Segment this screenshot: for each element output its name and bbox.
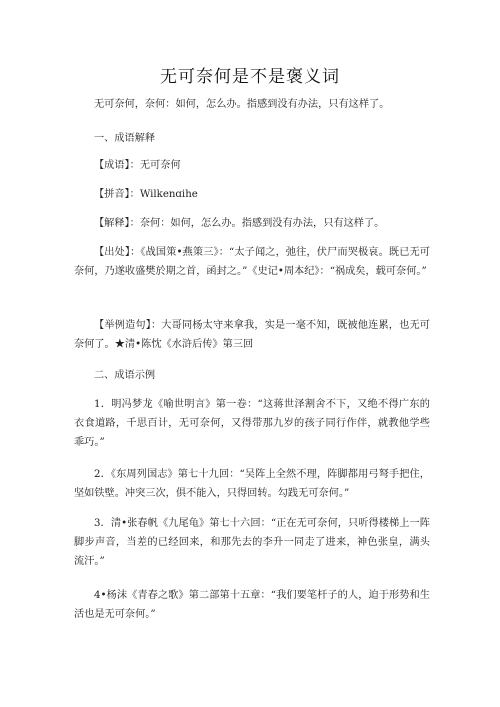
example-2-paragraph: 2．《东周列国志》第七十九回：“吴阵上全然不理，阵脚都用弓弩手把住，坚如铁壁。冲突三次，俱不能入，只得回转。勾践无可奈何。” <box>74 469 430 499</box>
example-sentence-paragraph: 【举例造句】：大哥同杨太守来拿我，实是一毫不知，既被他连累，也无可奈何了。★清•陈忱《水浒后传》第三回 <box>74 320 430 350</box>
section-heading-explanation: 一、成语解释 <box>94 133 156 144</box>
pinyin-line: 【拼音】：Wilkenɑihe <box>94 189 198 200</box>
document-title: 无可奈何是不是褒义词 <box>160 67 340 87</box>
example-1-paragraph: 1．明冯梦龙《喻世明言》第一卷：“这蒋世泽割舍不下，又绝不得广东的衣食道路，千思百计，无可奈何，又得带那九岁的孩子同行作伴，就教他学些乖巧。” <box>74 399 430 448</box>
source-paragraph: 【出处】：《战国策•燕策三》：“太子闻之，弛往，伏尸而哭极哀。既已无可奈何，乃遂收盛樊於期之首，函封之。”《史记•周本纪》：“祸成矣，载可奈何。” <box>74 247 430 277</box>
explanation-line: 【解释】：奈何：如何，怎么办。指感到没有办法，只有这样了。 <box>94 218 385 229</box>
example-3-paragraph: 3．清•张春帆《九尾龟》第七十六回：“正在无可奈何，只听得楼梯上一阵脚步声音，当差的已经回来，和那先去的李升一同走了进来，神色张皇，满头流汗。” <box>74 518 430 567</box>
example-4-paragraph: 4•杨沫《青春之歌》第二部第十五章：“我们要笔杆子的人，迫于形势和生活也是无可奈何。” <box>74 590 430 620</box>
intro-paragraph: 无可奈何，奈何：如何，怎么办。指感到没有办法，只有这样了。 <box>94 99 390 110</box>
idiom-line: 【成语】：无可奈何 <box>94 160 181 171</box>
section-heading-examples: 二、成语示例 <box>94 370 156 381</box>
